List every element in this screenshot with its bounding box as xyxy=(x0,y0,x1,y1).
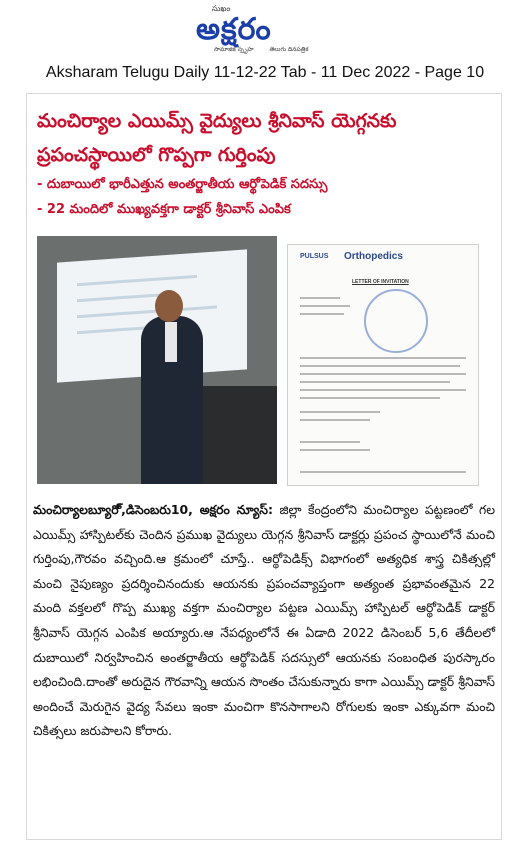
masthead-sub-right: తెలుగు దినపత్రిక xyxy=(269,46,309,53)
article-body xyxy=(33,498,495,744)
article-subhead-1: - దుబాయిలో భారీఎత్తున అంతర్జాతీయ ఆర్థోపెడిక్ సదస్సు xyxy=(37,177,328,192)
article-text: జిల్లా కేంద్రంలోని మంచిర్యాల పట్టణంలో గల ఎయిమ్స్ హాస్పిటల్‌కు చెందిన ప్రముఖ వైద్యులు యెగ్గన శ్రీనివాస్ డాక్టర్లు ప్రపంచ స్థాయిలోనే మంచి గుర్తింపు,గౌరవం వచ్చింది.ఆ క్రమంలో చూస్తే.. ఆర్థోపెడిక్స్ విభాగంలో అత్యధిక శాస్త్ర చికిత్సల్లో మంచి నైపుణ్యం ప్రదర్శించినందుకు ఆయనకు ప్రపంచవ్యాప్తంగా అత్యంత ప్రభావంతమైన 22 మంది వక్తలలో గొప్ప ముఖ్య వక్తగా మంచిర్యాల పట్టణ ఎయిమ్స్ హాస్పిటల్ ఆర్థోపెడిక్ డాక్టర్ శ్రీనివాస్ యెగ్గన ఎంపిక అయ్యారు.ఆ నేపధ్యంలోనే ఈ ఏడాది 2022 డిసెంబర్ 5,6 తేదీలలో దుబాయిలో నిర్వహించిన అంతర్జాతీయ ఆర్థోపెడిక్ సదస్సులో ఆయనకు సంబంధిత పురస్కారం లభించింది.దాంతో అరుదైన గౌరవాన్ని ఆయన సొంతం చేసుకున్నారు కాగా ఎయిమ్స్ డాక్టర్ శ్రీనివాస్ అందించే మెరుగైన వైద్య సేవలు ఇంకా మంచిగా కొనసాగాలని రోగులకు ఇంకా ఎక్కువగా మంచి చికిత్సలు జరుపాలని కోరారు. xyxy=(33,502,495,739)
news-clipping xyxy=(26,93,502,840)
letter-brand: PULSUS xyxy=(300,253,329,260)
masthead-tag: సుఖం xyxy=(212,4,231,13)
masthead-sub-left: సామాజిక స్పృహ xyxy=(214,46,254,53)
letter-stamp xyxy=(364,289,428,353)
speaker-photo xyxy=(37,236,277,484)
invitation-letter-image xyxy=(287,244,479,486)
article-subhead-2: - 22 మందిలో ముఖ్యవక్తగా డాక్టర్ శ్రీనివాస్ ఎంపిక xyxy=(37,202,291,217)
masthead-logo: అక్షరం xyxy=(196,12,272,47)
masthead-subline xyxy=(214,46,323,54)
speaker-head xyxy=(155,290,183,322)
letter-heading: LETTER OF INVITATION xyxy=(352,279,409,285)
article-dateline: మంచిర్యాలబ్యూరో్,డిసెంబరు10, అక్షరం న్యూస్: xyxy=(33,502,273,517)
page-caption: Aksharam Telugu Daily 11-12-22 Tab - 11 Dec 2022 - Page 10 xyxy=(45,64,485,81)
masthead xyxy=(0,2,530,54)
letter-title: Orthopedics xyxy=(344,251,403,262)
article-headline: మంచిర్యాల ఎయిమ్స్ వైద్యులు శ్రీనివాస్ యెగ్గనకు ప్రపంచస్థాయిలో గొప్పగా గుర్తింపు xyxy=(37,110,397,166)
